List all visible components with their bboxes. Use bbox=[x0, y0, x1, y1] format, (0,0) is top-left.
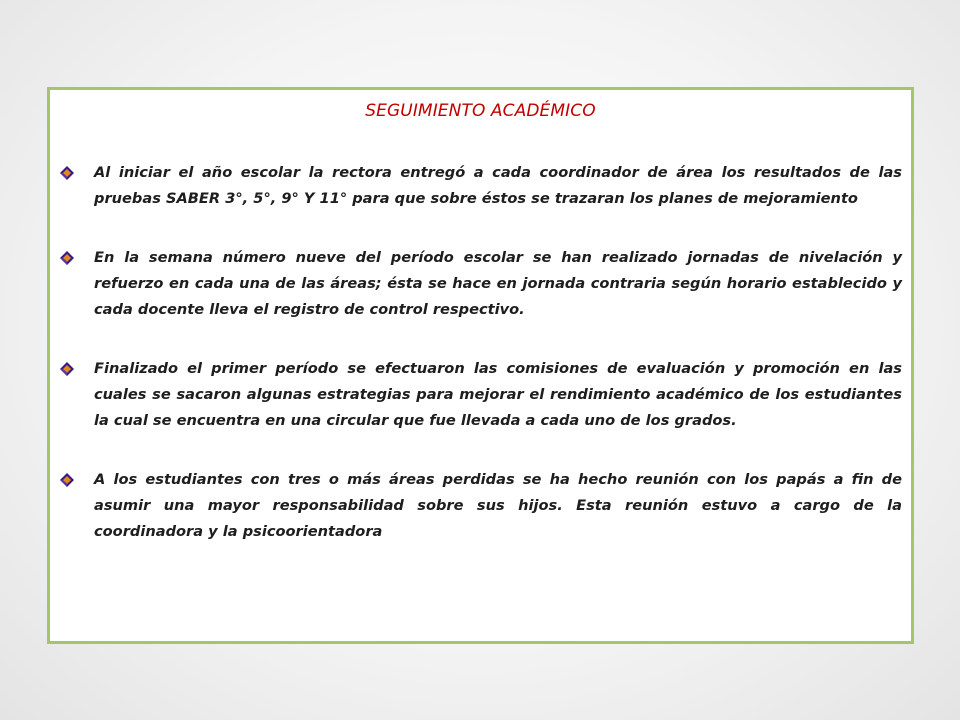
content-box bbox=[47, 87, 914, 644]
bullet-list bbox=[60, 160, 902, 578]
bullet-text: Finalizado el primer período se efectuaron las comisiones de evaluación y promoción en las cuales se sacaron algunas estrategias para mejorar el rendimiento académico de los estudiantes la cual se encuentra en una circular que fue llevada a cada uno de los grados. bbox=[94, 360, 902, 429]
list-item bbox=[60, 467, 902, 545]
bullet-text: En la semana número nueve del período escolar se han realizado jornadas de nivelación y refuerzo en cada una de las áreas; ésta se hace en jornada contraria según horario establecido y cada docente lleva el registro de control respectivo. bbox=[94, 249, 902, 318]
diamond-bullet-icon bbox=[60, 473, 74, 487]
list-item bbox=[60, 245, 902, 323]
diamond-bullet-icon bbox=[60, 362, 74, 376]
bullet-text: A los estudiantes con tres o más áreas perdidas se ha hecho reunión con los papás a fin de asumir una mayor responsabilidad sobre sus hijos. Esta reunión estuvo a cargo de la coordinadora y la psicoorientadora bbox=[94, 471, 902, 540]
list-item bbox=[60, 356, 902, 434]
diamond-bullet-icon bbox=[60, 166, 74, 180]
list-item bbox=[60, 160, 902, 212]
diamond-bullet-icon bbox=[60, 251, 74, 265]
page-title: SEGUIMIENTO ACADÉMICO bbox=[365, 101, 596, 121]
bullet-text: Al iniciar el año escolar la rectora entregó a cada coordinador de área los resultados de las pruebas SABER 3°, 5°, 9° Y 11° para que sobre éstos se trazaran los planes de mejoramiento bbox=[94, 164, 902, 207]
